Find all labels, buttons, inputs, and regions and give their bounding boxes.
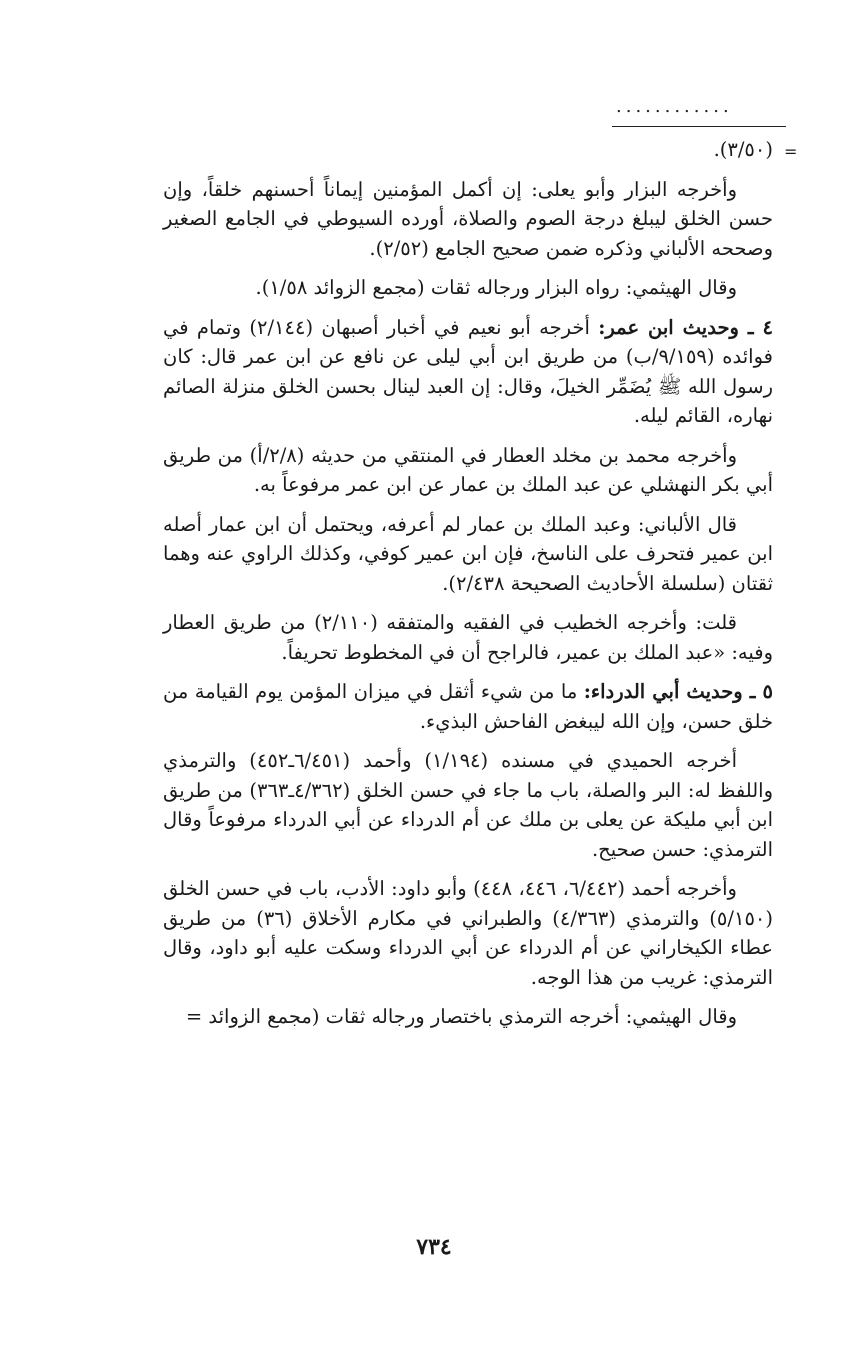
paragraph-text: ما من شيء أثقل في ميزان المؤمن يوم القيامة من خلق حسن، وإن الله ليبغض الفاحش البذيء. <box>163 680 773 733</box>
paragraph <box>163 1002 773 1032</box>
paragraph <box>163 608 773 667</box>
paragraph <box>163 175 773 264</box>
paragraph-text: وأخرجه البزار وأبو يعلى: إن أكمل المؤمنين إيماناً أحسنهم خلقاً، وإن حسن الخلق ليبلغ درجة الصوم والصلاة، أورده السيوطي في الجامع الصغير وصححه الألباني وذكره ضمن صحيح الجامع (٢/٥٢). <box>163 177 773 260</box>
paragraph-hadith-abu-darda <box>163 677 773 736</box>
paragraph-text: أخرجه أبو نعيم في أخبار أصبهان (٢/١٤٤) وتمام في فوائده (٩/١٥٩/ب) من طريق ابن أبي ليلى عن نافع عن ابن عمر قال: كان رسول الله ﷺ يُضَمِّر الخيلَ، وقال: إن العبد لينال بحسن الخلق منزلة الصائم نهاره، القائم ليله. <box>163 315 773 427</box>
footnote-separator-dots: ............ <box>616 96 733 117</box>
paragraph <box>163 510 773 599</box>
paragraph-lead: ٥ ـ وحديث أبي الدرداء: <box>583 680 773 703</box>
paragraph <box>163 441 773 500</box>
page-number: ٧٣٤ <box>416 1234 452 1260</box>
paragraph-continuation <box>163 135 773 165</box>
continuation-mark: = <box>784 142 798 161</box>
paragraph-lead: ٤ ـ وحديث ابن عمر: <box>598 315 773 339</box>
paragraph-hadith-ibn-umar <box>163 313 773 431</box>
paragraph-text: أخرجه الحميدي في مسنده (١/١٩٤) وأحمد (٦/٤٥١ـ٤٥٢) والترمذي واللفظ له: البر والصلة، باب ما جاء في حسن الخلق (٤/٣٦٢ـ٣٦٣) من طريق ابن أبي مليكة عن يعلى بن ملك عن أم الدرداء عن أبي الدرداء مرفوعاً وقال الترمذي: حسن صحيح. <box>163 749 774 861</box>
footnote-separator-line <box>612 126 786 127</box>
paragraph-text: وأخرجه محمد بن مخلد العطار في المنتقي من حديثه (٢/٨/أ) من طريق أبي بكر النهشلي عن عبد الملك بن عمار عن ابن عمر مرفوعاً به. <box>163 443 773 496</box>
paragraph-text: (٣/٥٠). <box>713 138 773 161</box>
paragraph-text: وقال الهيثمي: أخرجه الترمذي باختصار ورجاله ثقات (مجمع الزوائد = <box>185 1005 737 1028</box>
footnote-body <box>163 135 773 1042</box>
paragraph <box>163 746 773 864</box>
paragraph <box>163 273 773 303</box>
paragraph-text: قال الألباني: وعبد الملك بن عمار لم أعرفه، ويحتمل أن ابن عمار أصله ابن عمير فتحرف على الناسخ، فإن ابن عمير كوفي، وكذلك الراوي عنه وهما ثقتان (سلسلة الأحاديث الصحيحة ٢/٤٣٨). <box>163 512 773 595</box>
paragraph-text: قلت: وأخرجه الخطيب في الفقيه والمتفقه (٢/١١٠) من طريق العطار وفيه: «عبد الملك بن عمير، فالراجح أن في المخطوط تحريفاً. <box>163 611 773 664</box>
paragraph-text: وقال الهيثمي: رواه البزار ورجاله ثقات (مجمع الزوائد ١/٥٨). <box>255 276 737 299</box>
paragraph-text: وأخرجه أحمد (٦/٤٤٢، ٤٤٦، ٤٤٨) وأبو داود: الأدب، باب في حسن الخلق (٥/١٥٠) والترمذي (٤/٣٦٣) والطبراني في مكارم الأخلاق (٣٦) من طريق عطاء الكيخاراني عن أم الدرداء عن أبي الدرداء وسكت عليه أبو داود، وقال الترمذي: غريب من هذا الوجه. <box>163 877 773 989</box>
paragraph <box>163 874 773 992</box>
